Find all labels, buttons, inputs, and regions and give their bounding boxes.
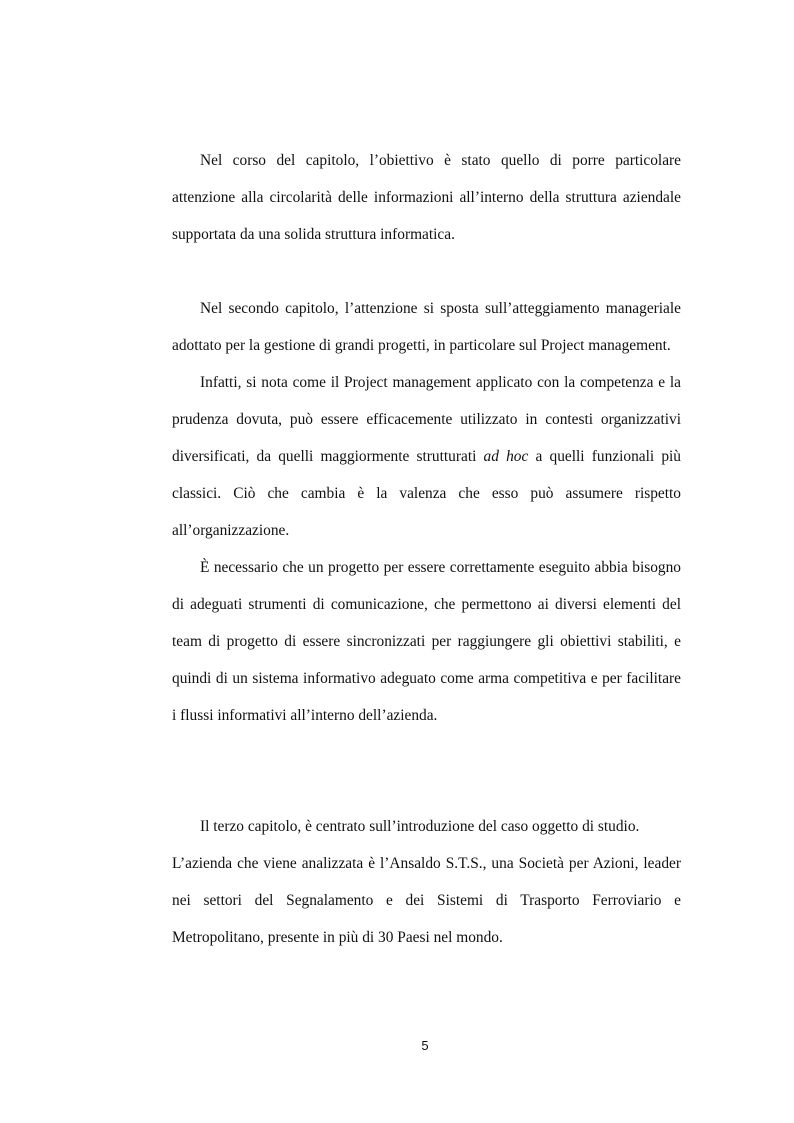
paragraph-text-end: a quelli funzionali più classici. Ciò che cambia è la valenza che esso può assumere rispetto all’organizzazione. [172, 448, 681, 539]
paragraph-project-management [172, 364, 681, 549]
section-second-chapter-summary [172, 290, 681, 734]
paragraph-communication-tools: È necessario che un progetto per essere correttamente eseguito abbia bisogno di adeguati strumenti di comunicazione, che permettono ai diversi elementi del team di progetto di essere sincronizzati per raggiungere gli obiettivi stabiliti, e quindi di un sistema informativo adeguato come arma competitiva e per facilitare i flussi informativi all’interno dell’azienda. [172, 559, 681, 724]
paragraph-ansaldo-company: L’azienda che viene analizzata è l’Ansaldo S.T.S., una Società per Azioni, leader nei settori del Segnalamento e dei Sistemi di Trasporto Ferroviario e Metropolitano, presente in più di 30 Paesi nel mondo. [172, 855, 681, 946]
paragraph-chapter-one: Nel corso del capitolo, l’obiettivo è stato quello di porre particolare attenzione alla circolarità delle informazioni all’interno della struttura aziendale supportata da una solida struttura informatica. [172, 152, 681, 243]
section-first-chapter-summary [172, 142, 681, 253]
italic-term-ad-hoc: ad hoc [483, 448, 529, 465]
paragraph-text-start: Infatti, si nota come il Project management applicato con la competenza e la prudenza dovuta, può essere efficacemente utilizzato in contesti organizzativi diversificati, da quelli maggiormente strutturati [172, 374, 681, 465]
section-third-chapter-summary [172, 808, 681, 956]
paragraph-chapter-three-intro: Il terzo capitolo, è centrato sull’introduzione del caso oggetto di studio. [200, 818, 640, 835]
page-number: 5 [421, 1038, 429, 1053]
paragraph-chapter-two-intro: Nel secondo capitolo, l’attenzione si sposta sull’atteggiamento manageriale adottato per la gestione di grandi progetti, in particolare sul Project management. [172, 300, 681, 354]
